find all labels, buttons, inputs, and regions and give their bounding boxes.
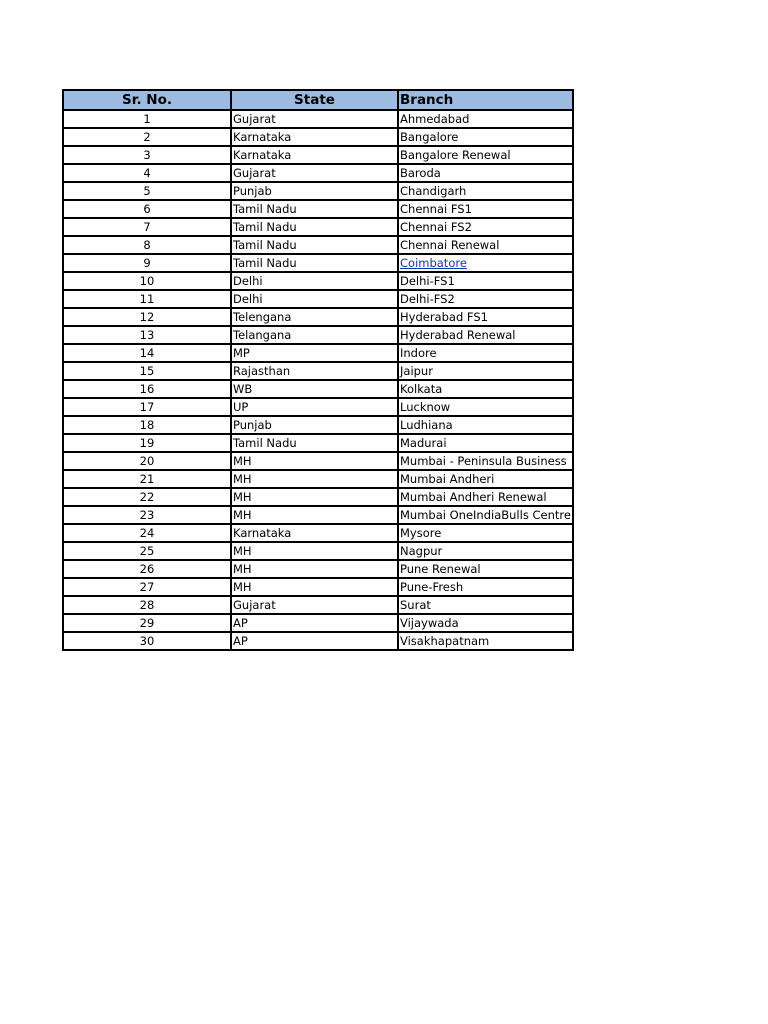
cell-branch[interactable]: Hyderabad Renewal (398, 326, 573, 344)
cell-branch[interactable]: Lucknow (398, 398, 573, 416)
table-row (63, 290, 573, 308)
table-row (63, 326, 573, 344)
cell-state[interactable]: MH (231, 470, 398, 488)
cell-branch[interactable]: Bangalore (398, 128, 573, 146)
cell-sr-no[interactable]: 11 (63, 290, 231, 308)
header-row (63, 90, 573, 110)
table-row (63, 344, 573, 362)
header-sr-no[interactable]: Sr. No. (63, 90, 231, 110)
cell-state[interactable]: WB (231, 380, 398, 398)
cell-sr-no[interactable]: 6 (63, 200, 231, 218)
cell-sr-no[interactable]: 9 (63, 254, 231, 272)
cell-sr-no[interactable]: 5 (63, 182, 231, 200)
table-header (63, 90, 573, 110)
table-row (63, 182, 573, 200)
cell-state[interactable]: Delhi (231, 290, 398, 308)
cell-branch[interactable]: Mumbai OneIndiaBulls Centre (400, 508, 571, 522)
cell-branch[interactable]: Delhi-FS1 (398, 272, 573, 290)
cell-state[interactable]: MH (231, 452, 398, 470)
table-row (63, 254, 573, 272)
cell-state[interactable]: UP (231, 398, 398, 416)
table-row (63, 632, 573, 650)
cell-branch[interactable]: Chennai FS2 (398, 218, 573, 236)
cell-branch[interactable] (398, 254, 573, 272)
cell-state[interactable]: Tamil Nadu (231, 218, 398, 236)
cell-branch[interactable]: Nagpur (398, 542, 573, 560)
cell-branch[interactable]: Kolkata (398, 380, 573, 398)
table-row (63, 560, 573, 578)
cell-branch[interactable]: Hyderabad FS1 (398, 308, 573, 326)
table-row (63, 596, 573, 614)
header-branch[interactable]: Branch (398, 90, 573, 110)
table-row (63, 434, 573, 452)
table-row (63, 416, 573, 434)
table-row (63, 578, 573, 596)
cell-branch[interactable]: Vijaywada (398, 614, 573, 632)
cell-sr-no[interactable]: 1 (63, 110, 231, 128)
cell-branch[interactable]: Visakhapatnam (398, 632, 573, 650)
table-row (63, 218, 573, 236)
cell-state[interactable]: Karnataka (231, 128, 398, 146)
cell-sr-no[interactable]: 12 (63, 308, 231, 326)
cell-sr-no[interactable]: 29 (63, 614, 231, 632)
cell-sr-no[interactable]: 10 (63, 272, 231, 290)
cell-branch[interactable]: Mysore (398, 524, 573, 542)
table-row (63, 110, 573, 128)
spreadsheet-area (62, 89, 574, 651)
cell-state[interactable]: Telangana (231, 326, 398, 344)
cell-sr-no[interactable]: 27 (63, 578, 231, 596)
cell-state[interactable]: Delhi (231, 272, 398, 290)
cell-sr-no[interactable]: 15 (63, 362, 231, 380)
cell-branch[interactable]: Chandigarh (398, 182, 573, 200)
cell-sr-no[interactable]: 18 (63, 416, 231, 434)
cell-branch[interactable]: Chennai Renewal (398, 236, 573, 254)
cell-state[interactable]: Punjab (231, 182, 398, 200)
cell-state[interactable]: MH (231, 542, 398, 560)
cell-state[interactable]: Karnataka (231, 524, 398, 542)
table-row (63, 524, 573, 542)
cell-branch[interactable]: Ludhiana (398, 416, 573, 434)
cell-sr-no[interactable]: 13 (63, 326, 231, 344)
table-body (63, 110, 573, 650)
cell-sr-no[interactable]: 26 (63, 560, 231, 578)
cell-state[interactable]: AP (231, 614, 398, 632)
table-row (63, 272, 573, 290)
cell-sr-no[interactable]: 25 (63, 542, 231, 560)
table-row (63, 470, 573, 488)
cell-branch[interactable]: Mumbai Andheri (398, 470, 573, 488)
cell-state[interactable]: Punjab (231, 416, 398, 434)
table-row (63, 452, 573, 470)
cell-state[interactable]: Tamil Nadu (231, 236, 398, 254)
cell-state[interactable]: Gujarat (231, 110, 398, 128)
branch-table (62, 89, 574, 651)
cell-branch[interactable]: Mumbai - Peninsula Business (398, 452, 573, 470)
cell-sr-no[interactable]: 17 (63, 398, 231, 416)
cell-branch[interactable]: Pune-Fresh (398, 578, 573, 596)
cell-sr-no[interactable]: 28 (63, 596, 231, 614)
cell-state[interactable]: Tamil Nadu (231, 200, 398, 218)
table-row (63, 380, 573, 398)
cell-branch[interactable]: Jaipur (398, 362, 573, 380)
table-row (63, 146, 573, 164)
cell-sr-no[interactable]: 22 (63, 488, 231, 506)
table-row (63, 614, 573, 632)
cell-state[interactable]: Tamil Nadu (231, 434, 398, 452)
cell-state[interactable]: Gujarat (231, 164, 398, 182)
cell-sr-no[interactable]: 30 (63, 632, 231, 650)
table-row (63, 308, 573, 326)
cell-state[interactable]: MP (231, 344, 398, 362)
cell-branch[interactable]: Chennai FS1 (398, 200, 573, 218)
cell-sr-no[interactable]: 21 (63, 470, 231, 488)
cell-sr-no[interactable]: 2 (63, 128, 231, 146)
cell-state[interactable]: AP (231, 632, 398, 650)
cell-state[interactable]: Tamil Nadu (231, 254, 398, 272)
table-row (63, 506, 573, 524)
cell-sr-no[interactable]: 16 (63, 380, 231, 398)
cell-branch[interactable]: Bangalore Renewal (398, 146, 573, 164)
table-row (63, 488, 573, 506)
header-state[interactable]: State (231, 90, 398, 110)
cell-branch[interactable]: Mumbai Andheri Renewal (398, 488, 573, 506)
cell-sr-no[interactable]: 14 (63, 344, 231, 362)
table-row (63, 200, 573, 218)
cell-branch[interactable]: Pune Renewal (398, 560, 573, 578)
cell-sr-no[interactable]: 4 (63, 164, 231, 182)
cell-branch[interactable]: Madurai (398, 434, 573, 452)
cell-state[interactable]: MH (231, 560, 398, 578)
table-row (63, 542, 573, 560)
table-row (63, 164, 573, 182)
cell-state[interactable]: MH (231, 578, 398, 596)
cell-sr-no[interactable]: 3 (63, 146, 231, 164)
table-row (63, 362, 573, 380)
table-row (63, 128, 573, 146)
branch-hyperlink[interactable]: Coimbatore (400, 256, 467, 270)
cell-sr-no[interactable]: 7 (63, 218, 231, 236)
cell-branch[interactable]: Ahmedabad (398, 110, 573, 128)
cell-branch[interactable]: Indore (398, 344, 573, 362)
cell-state[interactable]: MH (231, 506, 398, 524)
cell-sr-no[interactable]: 8 (63, 236, 231, 254)
table-row (63, 236, 573, 254)
cell-sr-no[interactable]: 23 (63, 506, 231, 524)
cell-state[interactable]: Telengana (231, 308, 398, 326)
cell-sr-no[interactable]: 24 (63, 524, 231, 542)
cell-sr-no[interactable]: 19 (63, 434, 231, 452)
cell-state[interactable]: MH (231, 488, 398, 506)
cell-branch[interactable]: Baroda (398, 164, 573, 182)
cell-branch[interactable]: Surat (398, 596, 573, 614)
cell-state[interactable]: Karnataka (231, 146, 398, 164)
cell-state[interactable]: Gujarat (231, 596, 398, 614)
cell-branch[interactable]: Delhi-FS2 (398, 290, 573, 308)
table-row (63, 398, 573, 416)
cell-sr-no[interactable]: 20 (63, 452, 231, 470)
cell-state[interactable]: Rajasthan (231, 362, 398, 380)
